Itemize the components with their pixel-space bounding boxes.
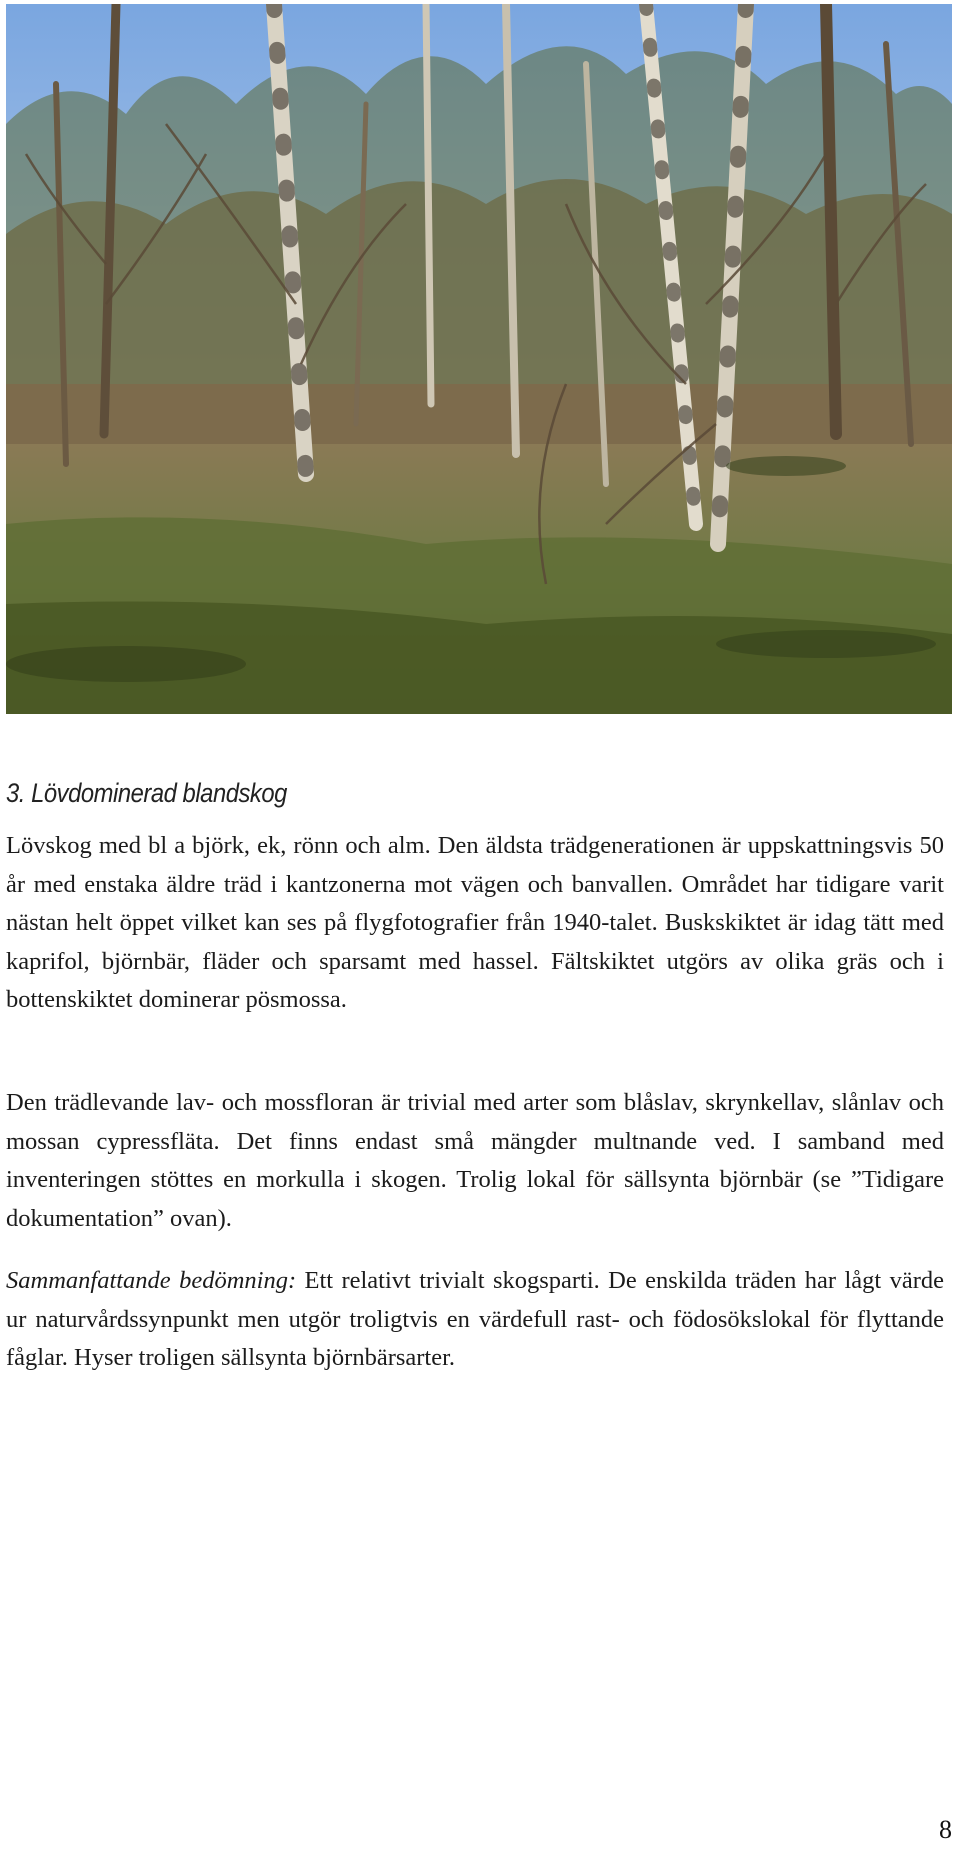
section-heading: 3. Lövdominerad blandskog	[6, 778, 287, 808]
page-number: 8	[939, 1815, 952, 1844]
summary-label: Sammanfattande bedömning:	[6, 1267, 297, 1294]
summary-text: Ett relativt trivialt skogsparti. De enskilda träden har lågt värde ur naturvårdssynpunkt men utgör troligtvis en värdefull rast- och födosökslokal för flyttande fåglar. Hyser troligen sällsynta björnbärsarter.	[6, 1267, 944, 1371]
forest-illustration	[6, 4, 952, 714]
summary-paragraph	[6, 1262, 944, 1378]
forest-photo	[6, 4, 952, 714]
habitat-description-paragraph: Lövskog med bl a björk, ek, rönn och alm. Den äldsta trädgenerationen är uppskattningsvis 50 år med enstaka äldre träd i kantzonerna mot vägen och banvallen. Området har tidigare varit nästan helt öppet vilket kan ses på flygfotografier från 1940-talet. Buskskiktet är idag tätt med kaprifol, björnbär, fläder och sparsamt med hassel. Fältskiktet utgörs av olika gräs och i bottenskiktet dominerar pösmossa.	[6, 832, 944, 1013]
flora-description-paragraph: Den trädlevande lav- och mossfloran är trivial med arter som blåslav, skrynkellav, slånlav och mossan cypressfläta. Det finns endast små mängder multnande ved. I samband med inventeringen stöttes en morkulla i skogen. Trolig lokal för sällsynta björnbär (se ”Tidigare dokumentation” ovan).	[6, 1089, 944, 1232]
